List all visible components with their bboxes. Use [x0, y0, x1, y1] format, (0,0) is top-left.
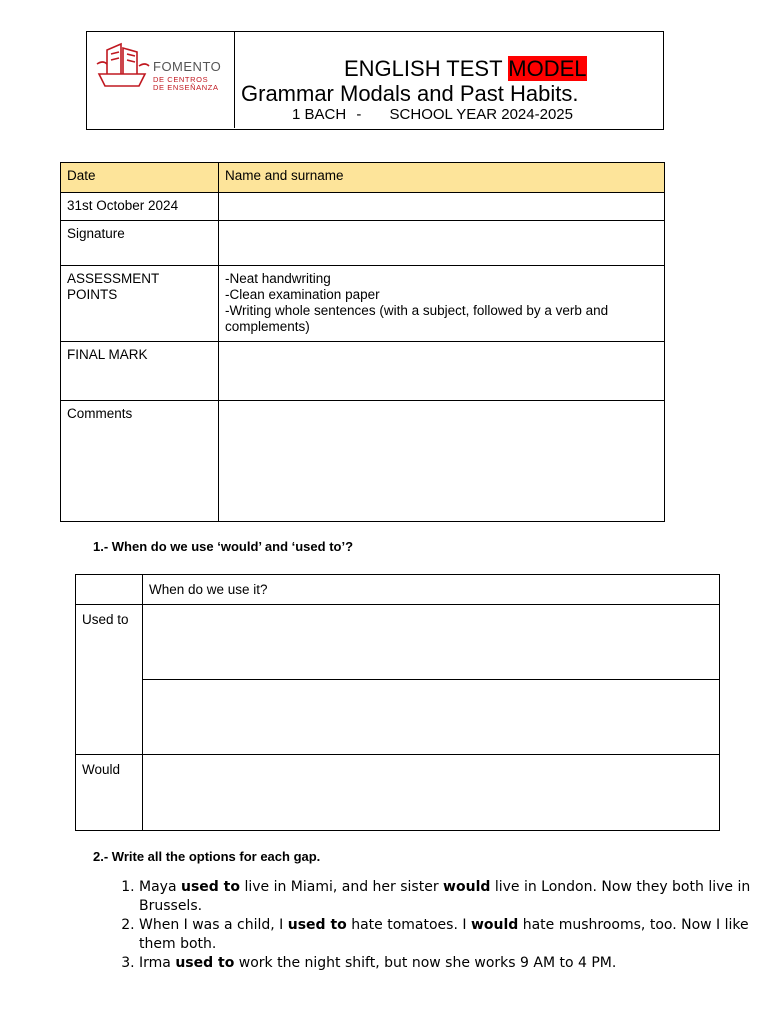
assessment-label-line1: ASSESSMENT — [67, 271, 160, 286]
name-field[interactable] — [219, 193, 665, 221]
used-to-answer-1[interactable] — [143, 605, 720, 680]
assessment-label — [61, 266, 219, 342]
final-mark-label: FINAL MARK — [61, 342, 219, 401]
assessment-label-line2: POINTS — [67, 287, 118, 302]
comments-field[interactable] — [219, 401, 665, 522]
course-line — [292, 106, 573, 123]
sentence-text: live in London. Now they both live in Brussels. — [139, 879, 751, 914]
comments-label: Comments — [61, 401, 219, 522]
sentence-text: Irma — [139, 955, 176, 971]
option-would: would — [470, 917, 519, 933]
signature-field[interactable] — [219, 221, 665, 266]
test-header — [86, 31, 664, 130]
sentence-text: hate tomatoes. I — [346, 917, 471, 933]
list-item — [139, 878, 759, 916]
would-answer[interactable] — [143, 755, 720, 831]
logo-subtitle-1: DE CENTROS — [153, 75, 209, 84]
course-label: 1 BACH — [292, 106, 347, 123]
sentence-text: hate mushrooms, too. Now I like them both. — [139, 917, 749, 952]
date-value: 31st October 2024 — [61, 193, 219, 221]
used-to-answer-2[interactable] — [143, 680, 720, 755]
logo-cell — [87, 32, 235, 128]
date-header: Date — [61, 163, 219, 193]
question-2-title: 2.- Write all the options for each gap. — [93, 849, 321, 864]
row-label-used-to: Used to — [76, 605, 143, 755]
title-text: ENGLISH TEST — [344, 56, 503, 81]
q1-column-header: When do we use it? — [143, 575, 720, 605]
question-2-list — [101, 878, 759, 973]
assessment-point: -Writing whole sentences (with a subject, followed by a verb and — [225, 303, 609, 318]
question-1-title: 1.- When do we use ‘would’ and ‘used to’? — [93, 539, 354, 554]
ship-logo-icon — [93, 40, 153, 92]
student-info-table — [60, 162, 665, 522]
option-used-to: used to — [175, 955, 235, 971]
list-item — [139, 954, 759, 973]
question-1-table — [75, 574, 720, 831]
q1-corner-cell — [76, 575, 143, 605]
name-header: Name and surname — [219, 163, 665, 193]
final-mark-field[interactable] — [219, 342, 665, 401]
assessment-point: complements) — [225, 319, 310, 334]
logo-wordmark: FOMENTO — [153, 59, 222, 74]
option-used-to: used to — [287, 917, 347, 933]
option-would: would — [443, 879, 491, 895]
sentence-text: When I was a child, I — [139, 917, 288, 933]
assessment-point: -Clean examination paper — [225, 287, 380, 302]
list-item — [139, 916, 759, 954]
page-title — [344, 56, 587, 82]
sentence-text: work the night shift, but now she works 9 AM to 4 PM. — [234, 955, 617, 971]
page-subtitle: Grammar Modals and Past Habits. — [241, 81, 579, 106]
option-used-to: used to — [180, 879, 240, 895]
assessment-points — [219, 266, 665, 342]
title-highlight: MODEL — [508, 56, 587, 81]
sentence-text: live in Miami, and her sister — [240, 879, 444, 895]
school-year: SCHOOL YEAR 2024-2025 — [389, 106, 573, 123]
logo-subtitle-2: DE ENSEÑANZA — [153, 83, 219, 92]
separator: - — [356, 106, 362, 123]
row-label-would: Would — [76, 755, 143, 831]
sentence-text: Maya — [139, 879, 181, 895]
assessment-point: -Neat handwriting — [225, 271, 331, 286]
signature-label: Signature — [61, 221, 219, 266]
